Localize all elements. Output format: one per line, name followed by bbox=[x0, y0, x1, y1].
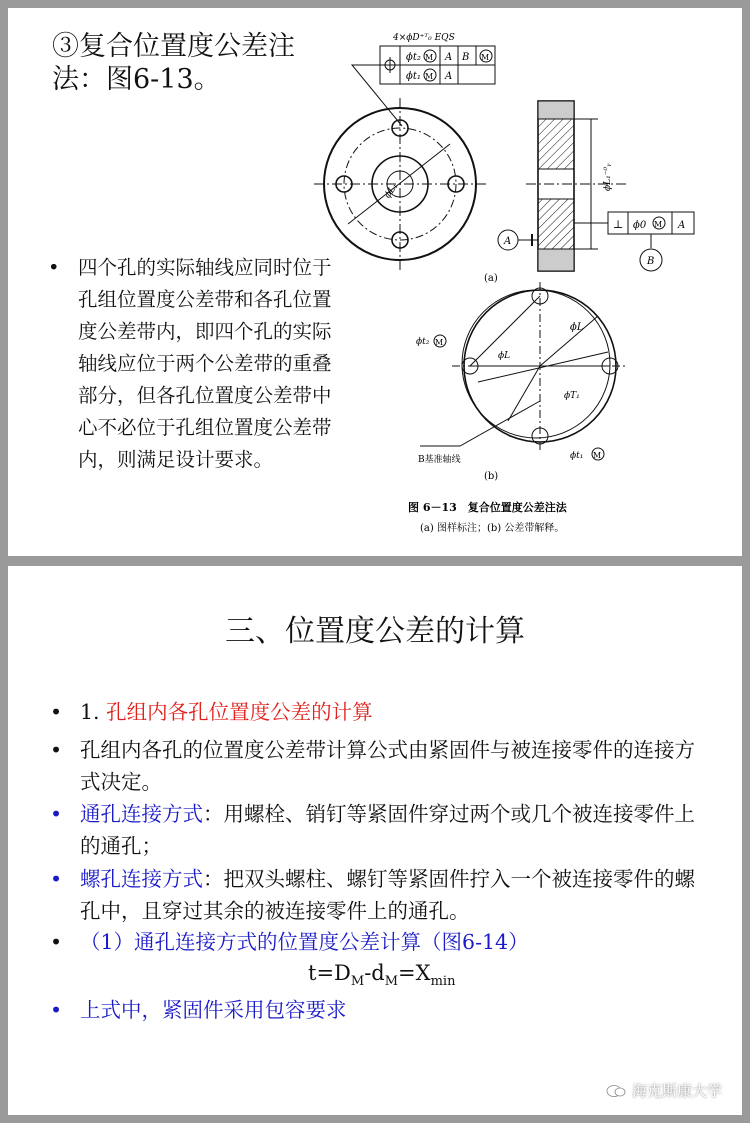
label-phit2: ϕt₂ bbox=[416, 337, 430, 347]
fig-top-note: 4×ϕD⁺ᵀ₀ EQS bbox=[393, 33, 455, 43]
wechat-icon bbox=[606, 1084, 626, 1098]
bullet-dot: • bbox=[50, 700, 63, 724]
caption-b: (b) bbox=[484, 471, 499, 482]
item1-text: 孔组内各孔位置度公差的计算 bbox=[106, 700, 373, 724]
label-phiL: ϕL bbox=[570, 322, 584, 333]
mmc-m: M bbox=[654, 220, 663, 229]
mmc-m: M bbox=[481, 53, 490, 62]
formula bbox=[308, 961, 455, 989]
tolerance-zone-view bbox=[452, 282, 628, 452]
frame-t1: ϕt₁ bbox=[406, 71, 421, 82]
bullet-dot: • bbox=[50, 738, 63, 762]
frame-t2: ϕt₂ bbox=[406, 52, 421, 63]
item1-number: 1. bbox=[80, 700, 107, 724]
formula-mid: -d bbox=[364, 961, 385, 985]
list-item bbox=[50, 994, 710, 1026]
mmc-m: M bbox=[435, 338, 444, 347]
item4-head: 螺孔连接方式 bbox=[80, 867, 203, 891]
list-item bbox=[50, 734, 710, 798]
bullet-dot: • bbox=[50, 867, 63, 891]
item2-text: 孔组内各孔的位置度公差带计算公式由紧固件与被连接零件的连接方式决定。 bbox=[80, 738, 695, 794]
mmc-m: M bbox=[425, 72, 434, 81]
slide1-bullet bbox=[48, 252, 338, 476]
front-dim-label: ϕL₁ bbox=[383, 181, 401, 201]
position-symbol-icon bbox=[382, 57, 398, 73]
dim-L1: ϕL₁⁻⁰ᵧ bbox=[603, 163, 613, 191]
slide1-bullet-text: 四个孔的实际轴线应同时位于孔组位置度公差带和各孔位置度公差带内，即四个孔的实际轴线应位于两个公差带的重叠部分，但各孔位置度公差带中心不必位于孔组位置度公差带内，则满足设计要求。 bbox=[78, 256, 332, 471]
item3-head: 通孔连接方式 bbox=[80, 802, 203, 826]
formula-eq: =X bbox=[398, 961, 431, 985]
label-phiT1: ϕT₁ bbox=[564, 391, 580, 401]
bullet-dot: • bbox=[50, 930, 63, 954]
perp-datum: A bbox=[678, 220, 686, 231]
slide-1 bbox=[8, 8, 742, 556]
frame-A1: A bbox=[445, 52, 453, 63]
item5-text: （1）通孔连接方式的位置度公差计算（图6-14） bbox=[80, 930, 529, 954]
perp-value: ϕ0 bbox=[633, 220, 647, 231]
list-item bbox=[50, 863, 710, 927]
item3-text: ：用螺栓、销钉等紧固件穿过两个或几个被连接零件上的通孔； bbox=[80, 802, 695, 858]
watermark bbox=[606, 1080, 722, 1101]
formula-lhs: t=D bbox=[308, 961, 351, 985]
figure-subtitle: (a) 图样标注；(b) 公差带解释。 bbox=[420, 523, 565, 534]
slide2-title: 三、位置度公差的计算 bbox=[225, 614, 525, 649]
formula-sub: M bbox=[384, 974, 399, 990]
figure-title: 图 6－13 复合位置度公差注法 bbox=[408, 501, 567, 514]
mmc-m: M bbox=[425, 53, 434, 62]
label-phit1: ϕt₁ bbox=[570, 451, 584, 461]
frame-A2: A bbox=[445, 71, 453, 82]
list-item bbox=[50, 696, 710, 728]
mmc-m: M bbox=[593, 451, 602, 460]
figure-6-13 bbox=[308, 26, 732, 546]
bullet-dot: • bbox=[48, 256, 60, 279]
caption-a: (a) bbox=[484, 273, 498, 284]
list-item bbox=[50, 798, 710, 862]
label-phiL-inner: ϕL bbox=[498, 351, 511, 361]
datum-A: A bbox=[504, 236, 512, 247]
list-item bbox=[50, 926, 710, 958]
slide-2 bbox=[8, 566, 742, 1115]
frame-B1: B bbox=[462, 52, 470, 63]
item6-text: 上式中，紧固件采用包容要求 bbox=[80, 998, 347, 1022]
leader-line bbox=[352, 65, 402, 126]
item4-text: ：把双头螺柱、螺钉等紧固件拧入一个被连接零件的螺孔中，且穿过其余的被连接零件上的通孔。 bbox=[80, 867, 695, 923]
formula-sub: min bbox=[430, 974, 456, 990]
bullet-dot: • bbox=[50, 998, 63, 1022]
watermark-text: 海克斯康大学 bbox=[631, 1082, 722, 1100]
perp-symbol-icon: ⊥ bbox=[613, 218, 624, 231]
datum-axis-label: B基准轴线 bbox=[418, 455, 461, 465]
flange-front-view bbox=[314, 98, 486, 270]
datum-B: B bbox=[647, 256, 655, 267]
formula-sub: M bbox=[350, 974, 365, 990]
bullet-dot: • bbox=[50, 802, 63, 826]
slide1-heading: ③复合位置度公差注法：图6-13。 bbox=[52, 31, 295, 95]
